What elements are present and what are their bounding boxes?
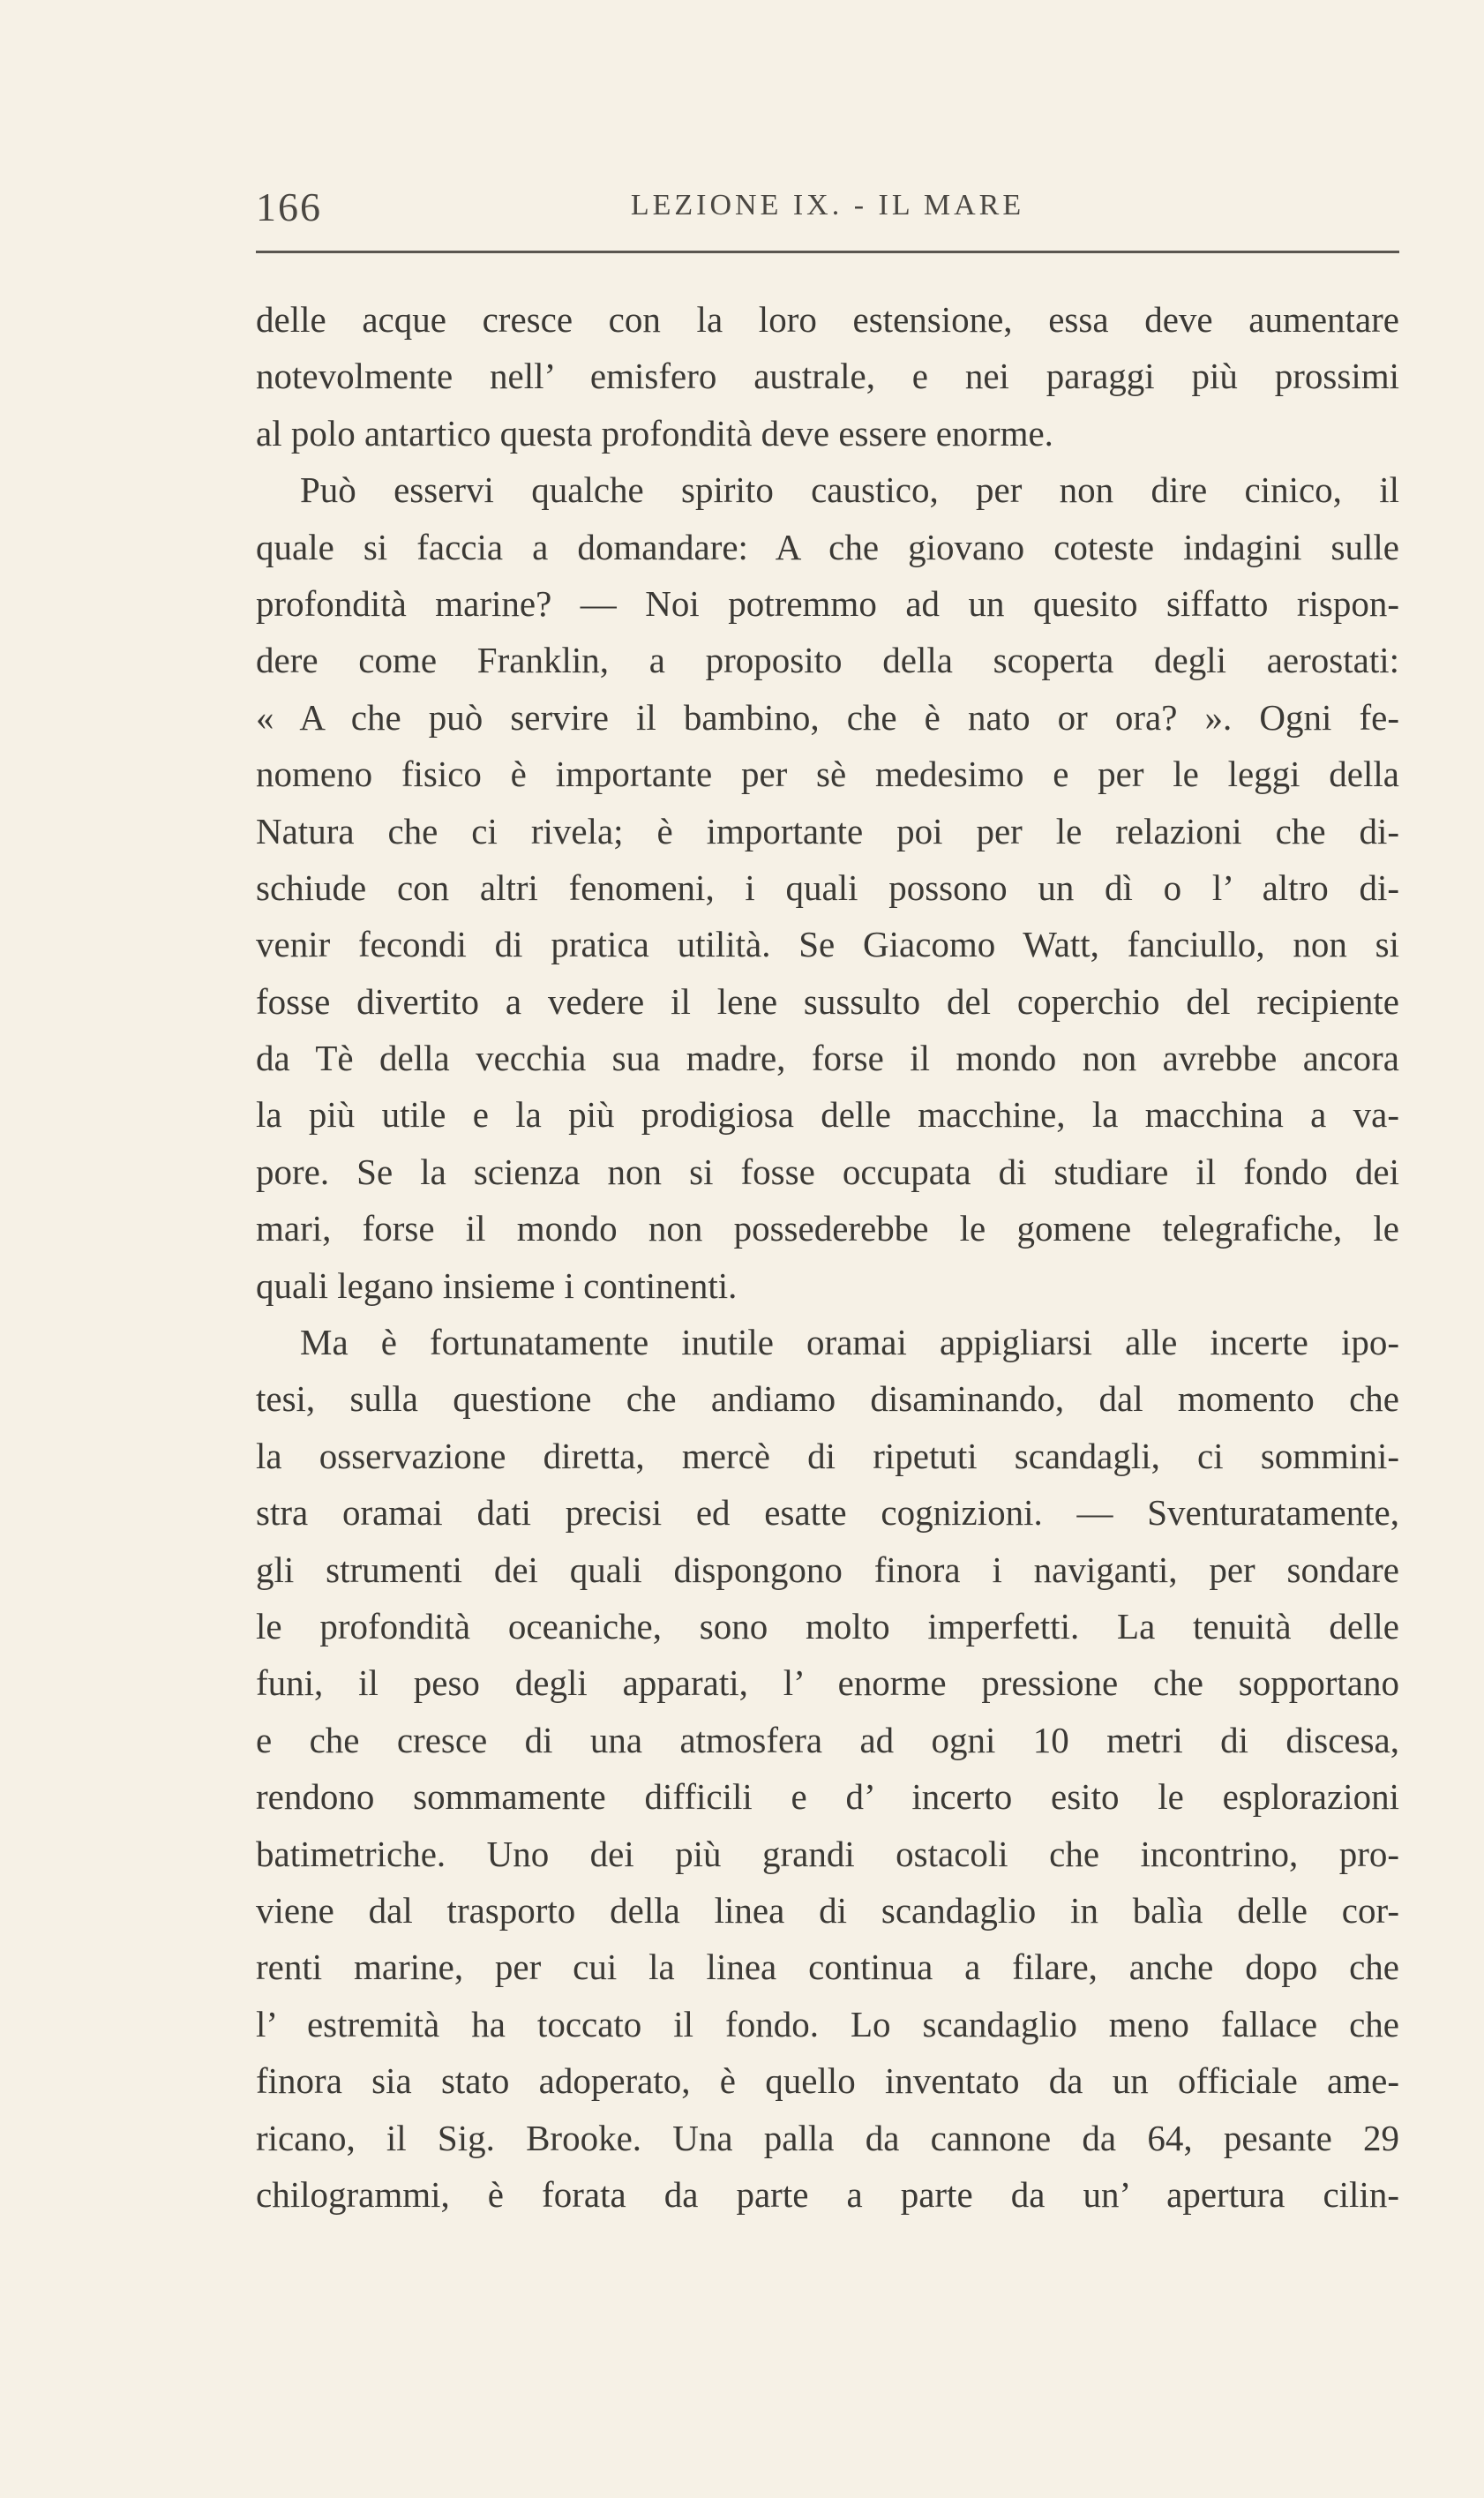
text-line: Ma è fortunatamente inutile oramai appigliarsi alle incerte ipo- <box>300 1322 1399 1363</box>
text-line: batimetriche. Uno dei più grandi ostacoli che incontrino, pro- <box>256 1833 1399 1874</box>
page-header <box>256 184 1399 236</box>
text-line: l’ estremità ha toccato il fondo. Lo scandaglio meno fallace che <box>256 2003 1399 2044</box>
text-line: notevolmente nell’ emisfero australe, e nei paraggi più prossimi <box>256 356 1399 397</box>
text-line: renti marine, per cui la linea continua a filare, anche dopo che <box>256 1947 1399 1988</box>
text-line: al polo antartico questa profondità deve essere enorme. <box>256 412 1053 454</box>
text-line: Natura che ci rivela; è importante poi per le relazioni che di- <box>256 810 1399 851</box>
text-line: viene dal trasporto della linea di scandaglio in balìa delle cor- <box>256 1889 1399 1931</box>
text-line: stra oramai dati precisi ed esatte cognizioni. — Sventuratamente, <box>256 1492 1399 1534</box>
text-line: la osservazione diretta, mercè di ripetuti scandagli, ci sommini- <box>256 1435 1399 1476</box>
text-line: mari, forse il mondo non possederebbe le gomene telegrafiche, le <box>256 1208 1399 1249</box>
header-rule <box>256 251 1399 253</box>
page-number: 166 <box>256 184 322 229</box>
text-line: finora sia stato adoperato, è quello inventato da un officiale ame- <box>256 2060 1399 2102</box>
text-line: e che cresce di una atmosfera ad ogni 10 metri di discesa, <box>256 1719 1399 1760</box>
text-line: « A che può servire il bambino, che è nato or ora? ». Ogni fe- <box>256 696 1399 738</box>
text-line: profondità marine? — Noi potremmo ad un quesito siffatto rispon- <box>256 582 1399 624</box>
text-line: la più utile e la più prodigiosa delle macchine, la macchina a va- <box>256 1094 1399 1136</box>
text-line: Può esservi qualche spirito caustico, per non dire cinico, il <box>300 469 1399 511</box>
text-line: gli strumenti dei quali dispongono finora i naviganti, per sondare <box>256 1549 1399 1590</box>
text-line: rendono sommamente difficili e d’ incerto esito le esplorazioni <box>256 1776 1399 1818</box>
text-line: tesi, sulla questione che andiamo disaminando, dal momento che <box>256 1378 1399 1420</box>
text-line: pore. Se la scienza non si fosse occupata di studiare il fondo dei <box>256 1151 1399 1192</box>
body-text <box>256 291 1399 2223</box>
text-line: chilogrammi, è forata da parte a parte da un’ apertura cilin- <box>256 2173 1399 2215</box>
text-line: venir fecondi di pratica utilità. Se Giacomo Watt, fanciullo, non si <box>256 924 1399 965</box>
running-title: LEZIONE IX. - IL MARE <box>630 189 1025 221</box>
text-line: schiude con altri fenomeni, i quali possono un dì o l’ altro di- <box>256 866 1399 908</box>
text-line: da Tè della vecchia sua madre, forse il mondo non avrebbe ancora <box>256 1038 1399 1079</box>
text-line: funi, il peso degli apparati, l’ enorme pressione che sopportano <box>256 1662 1399 1704</box>
text-line: dere come Franklin, a proposito della scoperta degli aerostati: <box>256 640 1399 681</box>
text-line: delle acque cresce con la loro estensione, essa deve aumentare <box>256 299 1399 340</box>
text-line: fosse divertito a vedere il lene sussulto del coperchio del recipiente <box>256 980 1399 1022</box>
text-line: nomeno fisico è importante per sè medesimo e per le leggi della <box>256 754 1399 795</box>
text-line: ricano, il Sig. Brooke. Una palla da cannone da 64, pesante 29 <box>256 2117 1399 2158</box>
text-line: quale si faccia a domandare: A che giovano coteste indagini sulle <box>256 526 1399 567</box>
text-line: le profondità oceaniche, sono molto imperfetti. La tenuità delle <box>256 1605 1399 1647</box>
text-line: quali legano insieme i continenti. <box>256 1264 738 1306</box>
